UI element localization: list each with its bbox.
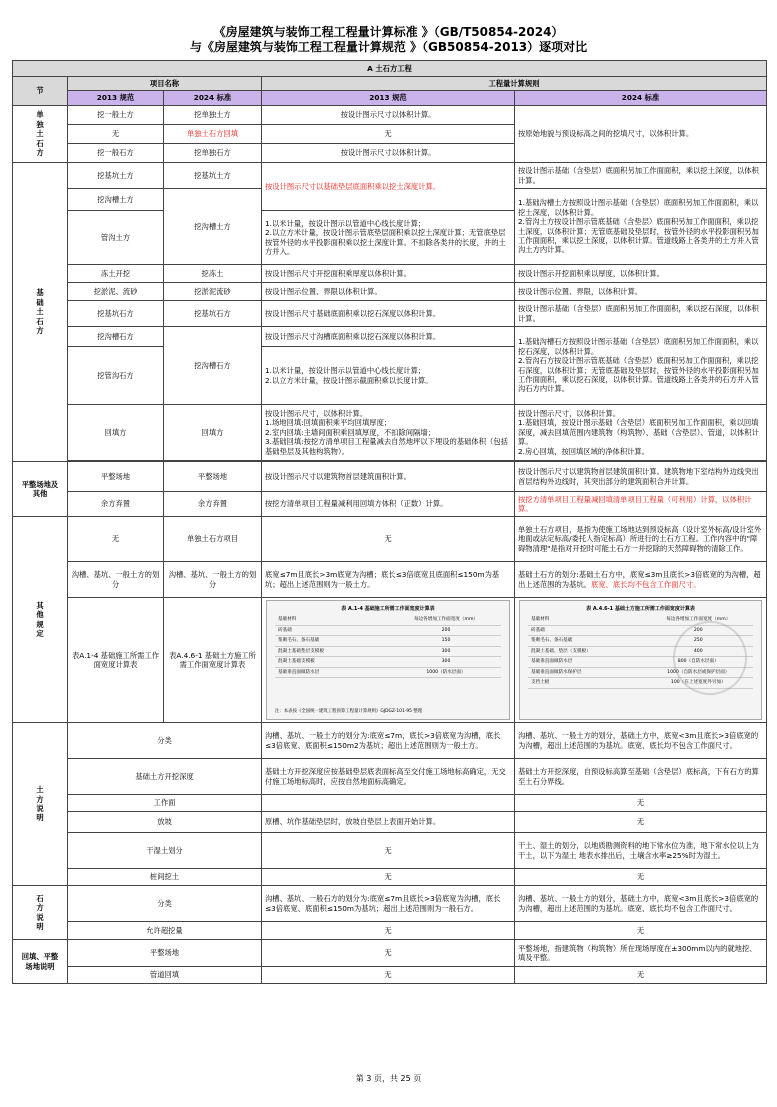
rule-2013: 1.以米计量，按设计图示以管道中心线长度计算； 2.以立方米计量，按设计图示截面积乘以长度计算。: [262, 347, 515, 405]
rule-2024: 按设计图示基础（含垫层）底面积另加工作面面积，乘以挖石深度，以体积计算。: [515, 301, 767, 327]
rule-2024: 按原始地貌与预设标高之间的挖填尺寸，以体积计算。: [515, 106, 767, 163]
rule-2013: 底宽≤7m且底长>3m底宽为沟槽；底长≤3倍底宽且底面积≤150m为基坑；超出上述范围则为一般土方。: [262, 562, 515, 598]
rule-2013: 按设计图示尺寸，以体积计算。 1.场地回填:回填面积乘平均回填厚度； 2.室内回填:主墙间面积乘回填厚度，不扣除间隔墙； 3.基础回填:按挖方清单项目工程量减去自然地坪以下埋设的基础体积（包括基础垫层及其他构筑物）。: [262, 405, 515, 461]
ref-cell: 混凝土基础支模板: [278, 659, 315, 664]
rule-2013: 无: [262, 940, 515, 967]
item-name: 管道回填: [68, 967, 262, 984]
item-name-2024-new: 单独土石方回填: [164, 125, 262, 144]
ref-cell: 浆砌毛石、条石基础: [278, 638, 320, 643]
ref-cell: 基础材料: [278, 617, 297, 622]
ref-cell: 200: [693, 627, 703, 633]
rule-2024: [515, 562, 767, 598]
item-name-2024: 挖基坑土方: [164, 163, 262, 189]
ref-cell: 800（自防水层面）: [677, 659, 719, 664]
rule-2024: 无: [515, 869, 767, 886]
item-name-2013: 挖管沟石方: [68, 347, 164, 405]
item-name-2024: 沟槽、基坑、一般土方的划分: [164, 562, 262, 598]
rule-2024: 无: [515, 812, 767, 833]
group-standalone-earthwork: 单 独 土 石 方: [13, 106, 68, 163]
ref-cell: 混凝土基础垫层支模板: [278, 648, 324, 654]
item-name-2024: 单独土石方项目: [164, 517, 262, 562]
group-backfill-leveling-notes: 回填、平整 场地说明: [13, 940, 68, 984]
rule-2024: 1.基础沟槽石方按照设计图示基础（含垫层）底面积另加工作面面积，乘以挖石深度，以体积计算。 2.管沟石方按设计图示管底基础（含垫层）底面积另加工作面面积，乘以挖石深度，以体积计算；无管底基础及垫层时，按管外径的水平投影面积另加工作面面积，乘以挖石深度，以体积计算。管道线路上各类井的石方并入管沟石方内计算。: [515, 327, 767, 405]
header-2013-rule: 2013 规范: [262, 91, 515, 106]
document-title-line1: 《房屋建筑与装饰工程工程量计算标准 》（GB/T50854-2024）: [213, 25, 564, 39]
item-name-2013: 挖一般石方: [68, 144, 164, 163]
ref-cell: 基础垂直面做防水层: [278, 669, 320, 675]
ref-cell: 300: [441, 659, 451, 664]
item-name-2024: 挖沟槽土方: [164, 189, 262, 265]
rule-2013: 按挖方清单项目工程量减利用回填方体积（正数）计算。: [262, 492, 515, 517]
rule-2024: 无: [515, 967, 767, 984]
rule-2013: 按设计图示尺寸沟槽底面积乘以挖石深度以体积计算。: [262, 327, 515, 347]
item-name-2024: 挖基坑石方: [164, 301, 262, 327]
reference-table-2024: [515, 598, 767, 723]
rule-2024: 干土、湿土的划分，以地质勘测资料的地下常水位为准，地下常水位以上为干土，以下为湿土 地表水排出后，土壤含水率≥25%时为湿土。: [515, 833, 767, 869]
item-name: 允许超挖量: [68, 922, 262, 940]
item-name-2013: 挖基坑石方: [68, 301, 164, 327]
rule-2024-changed: 底宽、底长均不包含工作面尺寸。: [590, 579, 701, 589]
item-name: 基础土方开挖深度: [68, 759, 262, 795]
rule-2024: 按设计图示尺寸，以体积计算。 1.基础回填，按设计图示基础（含垫层）底面积另加工作面面积，乘以回填深度，减去回填范围内建筑物（构筑物）、基础（含垫层）、管道，以体积计算。 2.房心回填，按回填区域的净体积计算。: [515, 405, 767, 461]
item-name-2024: 余方弃置: [164, 492, 262, 517]
rule-2013: 无: [262, 125, 515, 144]
item-name-2024: 挖沟槽石方: [164, 327, 262, 405]
item-name-2013: 沟槽、基坑、一般土方的划分: [68, 562, 164, 598]
rule-2013: 按设计图示尺寸基础底面积乘以挖石深度以体积计算。: [262, 301, 515, 327]
header-2024-rule: 2024 标准: [515, 91, 767, 106]
reference-table-2013: [262, 598, 515, 723]
rule-2013: 无: [262, 922, 515, 940]
ref-cell: 200: [441, 627, 451, 633]
ref-cell: 基础材料: [531, 617, 550, 622]
group-other-provisions: 其 他 规 定: [13, 517, 68, 723]
ref-cell: 300: [441, 648, 451, 654]
rule-2024: 无: [515, 922, 767, 940]
rule-2024: 1.基础沟槽土方按照设计图示基础（含垫层）底面积另加工作面面积，乘以挖土深度，以体积计算。 2.管沟土方按设计图示管底基础（含垫层）底面积另加工作面面积，乘以挖土深度，以体积计算；无管底基础及垫层时，按管外径的水平投影面积另加工作面面积，乘以挖土深度，以体积计算。管道线路上各类井的土方并入管沟土方内计算。: [515, 189, 767, 265]
rule-2024: 沟槽、基坑、一般土方的划分，基础土方中，底宽<3m且底长>3倍底宽的为沟槽，超出上述范围的为基坑。底宽、底长均不包含工作面尺寸。: [515, 886, 767, 922]
item-name-2013: 挖沟槽土方: [68, 189, 164, 211]
section-title: A 土石方工程: [13, 61, 767, 77]
rule-2024: 平整场地，指建筑物（构筑物）所在现场厚度在±300mm以内的就地挖、填及平整。: [515, 940, 767, 967]
item-name-2013: 无: [68, 517, 164, 562]
ref-cell: 1000（防水层面）: [426, 669, 466, 675]
rule-2013: 按设计图示尺寸以建筑物首层建筑面积计算。: [262, 462, 515, 492]
ref-cell: 400: [693, 648, 703, 654]
rule-2013: 按设计图示尺寸以体积计算。: [262, 144, 515, 163]
ref-cell: 基础垂直面做防水保护层: [531, 669, 582, 675]
ref-cell: 100（在上述宽度外另加）: [670, 680, 726, 685]
ref-table-body: [275, 615, 501, 678]
item-name-2013: 挖基坑土方: [68, 163, 164, 189]
item-name-2024: 挖淤泥流砂: [164, 283, 262, 301]
rule-2024-changed: 按挖方清单项目工程量减回填清单项目工程量（可利用）计算，以体积计算。: [515, 492, 767, 517]
rule-2013: 原槽、坑作基础垫层时，放坡自垫层上表面开始计算。: [262, 812, 515, 833]
ref-cell: 浆砌毛石、条石基础: [531, 638, 573, 643]
ref-cell: 250: [693, 638, 703, 643]
rule-2013: 基础土方开挖深度应按基础垫层底表面标高至交付施工场地标高确定，无交付施工场地标高时，应按自然地面标高确定。: [262, 759, 515, 795]
rule-2024: 无: [515, 795, 767, 812]
item-name-2013: 回填方: [68, 405, 164, 461]
group-rockwork-notes: 石 方 说 明: [13, 886, 68, 940]
rule-2024-text: 基础土石方的划分:基础土石方中，底宽≤3m且底长>3倍底宽的为沟槽，超出上述范围的为基坑。: [518, 570, 761, 589]
item-name: 干湿土划分: [68, 833, 262, 869]
rule-2013: 按设计图示尺寸开挖面积乘厚度以体积计算。: [262, 265, 515, 283]
rule-2024: 按设计图示尺寸以建筑物首层建筑面积计算。建筑物地下室结构外边线突出首层结构外边线时，其突出部分的建筑面积合并计算。: [515, 462, 767, 492]
rule-2024: 按设计图示基础（含垫层）底面积另加工作面面积，乘以挖土深度，以体积计算。: [515, 163, 767, 189]
ref-cell: 每边各增加工作面宽度（mm）: [666, 617, 731, 622]
item-name-2024: 挖单独土方: [164, 106, 262, 125]
item-name-2013: 管沟土方: [68, 211, 164, 265]
rule-2013: 无: [262, 517, 515, 562]
item-name-2024: 回填方: [164, 405, 262, 461]
page-number: 第 3 页，共 25 页: [355, 1074, 422, 1083]
group-site-leveling-other: 平整场地及 其他: [13, 462, 68, 517]
item-name-2013: 余方弃置: [68, 492, 164, 517]
item-name-2024: 表A.4.6-1 基础土方施工所需工作面宽度计算表: [164, 598, 262, 723]
ref-table-note: 注：本表按《全国统一建筑工程预算工程量计算规则》GJDGZ-101-95 整理: [275, 708, 423, 714]
header-2024-name: 2024 标准: [164, 91, 262, 106]
header-2013-name: 2013 规范: [68, 91, 164, 106]
header-item-name: 项目名称: [68, 77, 262, 91]
rule-2013: 1.以米计量，按设计图示以管道中心线长度计算； 2.以立方米计量，按设计图示管底垫层面积乘以挖土深度计算；无管底垫层按管外径的水平投影面积乘以挖土深度计算。不扣除各类井的长度，井的土方并入。: [262, 211, 515, 265]
item-name-2024: 挖冻土: [164, 265, 262, 283]
ref-cell: 1000（自防水层或保护层面）: [667, 669, 730, 675]
item-name: 分类: [68, 886, 262, 922]
item-name-2013: 挖淤泥、流砂: [68, 283, 164, 301]
ref-table-title: 表 A.1-4 基础施工所需工作面宽度计算表: [341, 606, 435, 612]
header-section: 节: [13, 77, 68, 106]
rule-2024: 按设计图示开挖面积乘以厚度，以体积计算。: [515, 265, 767, 283]
ref-cell: 砖基础: [531, 627, 545, 633]
rule-2024: 基础土方开挖深度，自预设标高算至基础（含垫层）底标高，下有石方的算至土石分界线。: [515, 759, 767, 795]
group-foundation-earthwork: 基 础 土 石 方: [13, 163, 68, 462]
ref-table-title: 表 A.4.6-1 基础土方施工所需工作面宽度计算表: [586, 606, 695, 612]
item-name-2024: 平整场地: [164, 462, 262, 492]
item-name-2013: 冻土开挖: [68, 265, 164, 283]
rule-2013: 按设计图示位置、界限以体积计算。: [262, 283, 515, 301]
rule-2013: 无: [262, 967, 515, 984]
item-name: 桩间挖土: [68, 869, 262, 886]
table-image: [519, 600, 762, 720]
item-name-2013: 挖沟槽石方: [68, 327, 164, 347]
document-title-line2: 与《房屋建筑与装饰工程工程量计算规范 》（GB50854-2013）逐项对比: [189, 40, 588, 54]
item-name-2013: 无: [68, 125, 164, 144]
rule-2013: [262, 795, 515, 812]
item-name: 工作面: [68, 795, 262, 812]
table-image: [266, 600, 510, 720]
rule-2024: 按设计图示位置、界限，以体积计算。: [515, 283, 767, 301]
item-name-2013: 挖一般土方: [68, 106, 164, 125]
ref-cell: 砖基础: [278, 627, 292, 633]
item-name: 平整场地: [68, 940, 262, 967]
item-name-2024: 挖单独石方: [164, 144, 262, 163]
group-earthwork-notes: 土 方 说 明: [13, 723, 68, 886]
ref-cell: 150: [441, 638, 451, 643]
item-name-2013: 平整场地: [68, 462, 164, 492]
rule-2013: 无: [262, 833, 515, 869]
rule-2024: 单独土石方项目，是指为使施工场地达到预设标高（设计室外标高/设计室外地面或法定标高/委托人指定标高）所进行的土石方工程。工作内容中的"障碍物清理"是指对开挖时可能土石方一并挖除的天然障碍物的清除工作。: [515, 517, 767, 562]
header-rules: 工程量计算规则: [262, 77, 767, 91]
item-name: 分类: [68, 723, 262, 759]
item-name: 放坡: [68, 812, 262, 833]
ref-cell: 支挡土板: [531, 680, 550, 685]
rule-2024: 沟槽、基坑、一般土方的划分，基础土方中，底宽<3m且底长>3倍底宽的为沟槽，超出上述范围的为基坑。底宽、底长均不包含工作面尺寸。: [515, 723, 767, 759]
comparison-table: [12, 60, 767, 984]
rule-2013: 按设计图示尺寸以体积计算。: [262, 106, 515, 125]
rule-2013: 沟槽、基坑、一般石方的划分为:底宽≤7m且底长>3倍底宽为沟槽，底长≤3倍底宽、底面积≤150m为基坑；超出上述范围则为一般石方。: [262, 886, 515, 922]
rule-2013-changed: 按设计图示尺寸以基础垫层底面积乘以挖土深度计算。: [262, 163, 515, 211]
rule-2013: 沟槽、基坑、一般土方的划分为:底宽≤7m，底长>3倍底宽为沟槽，底长≤3倍底宽、底面积≤150m2为基坑；超出上述范围则为一般土方。: [262, 723, 515, 759]
ref-cell: 混凝土基础、垫层（支模板）: [531, 648, 591, 654]
rule-2013: 无: [262, 869, 515, 886]
ref-cell: 每边各增加工作面宽度（mm）: [413, 617, 479, 622]
item-name-2013: 表A.1-4 基础施工所需工作面宽度计算表: [68, 598, 164, 723]
ref-cell: 基础垂直面做防水层: [531, 659, 573, 664]
